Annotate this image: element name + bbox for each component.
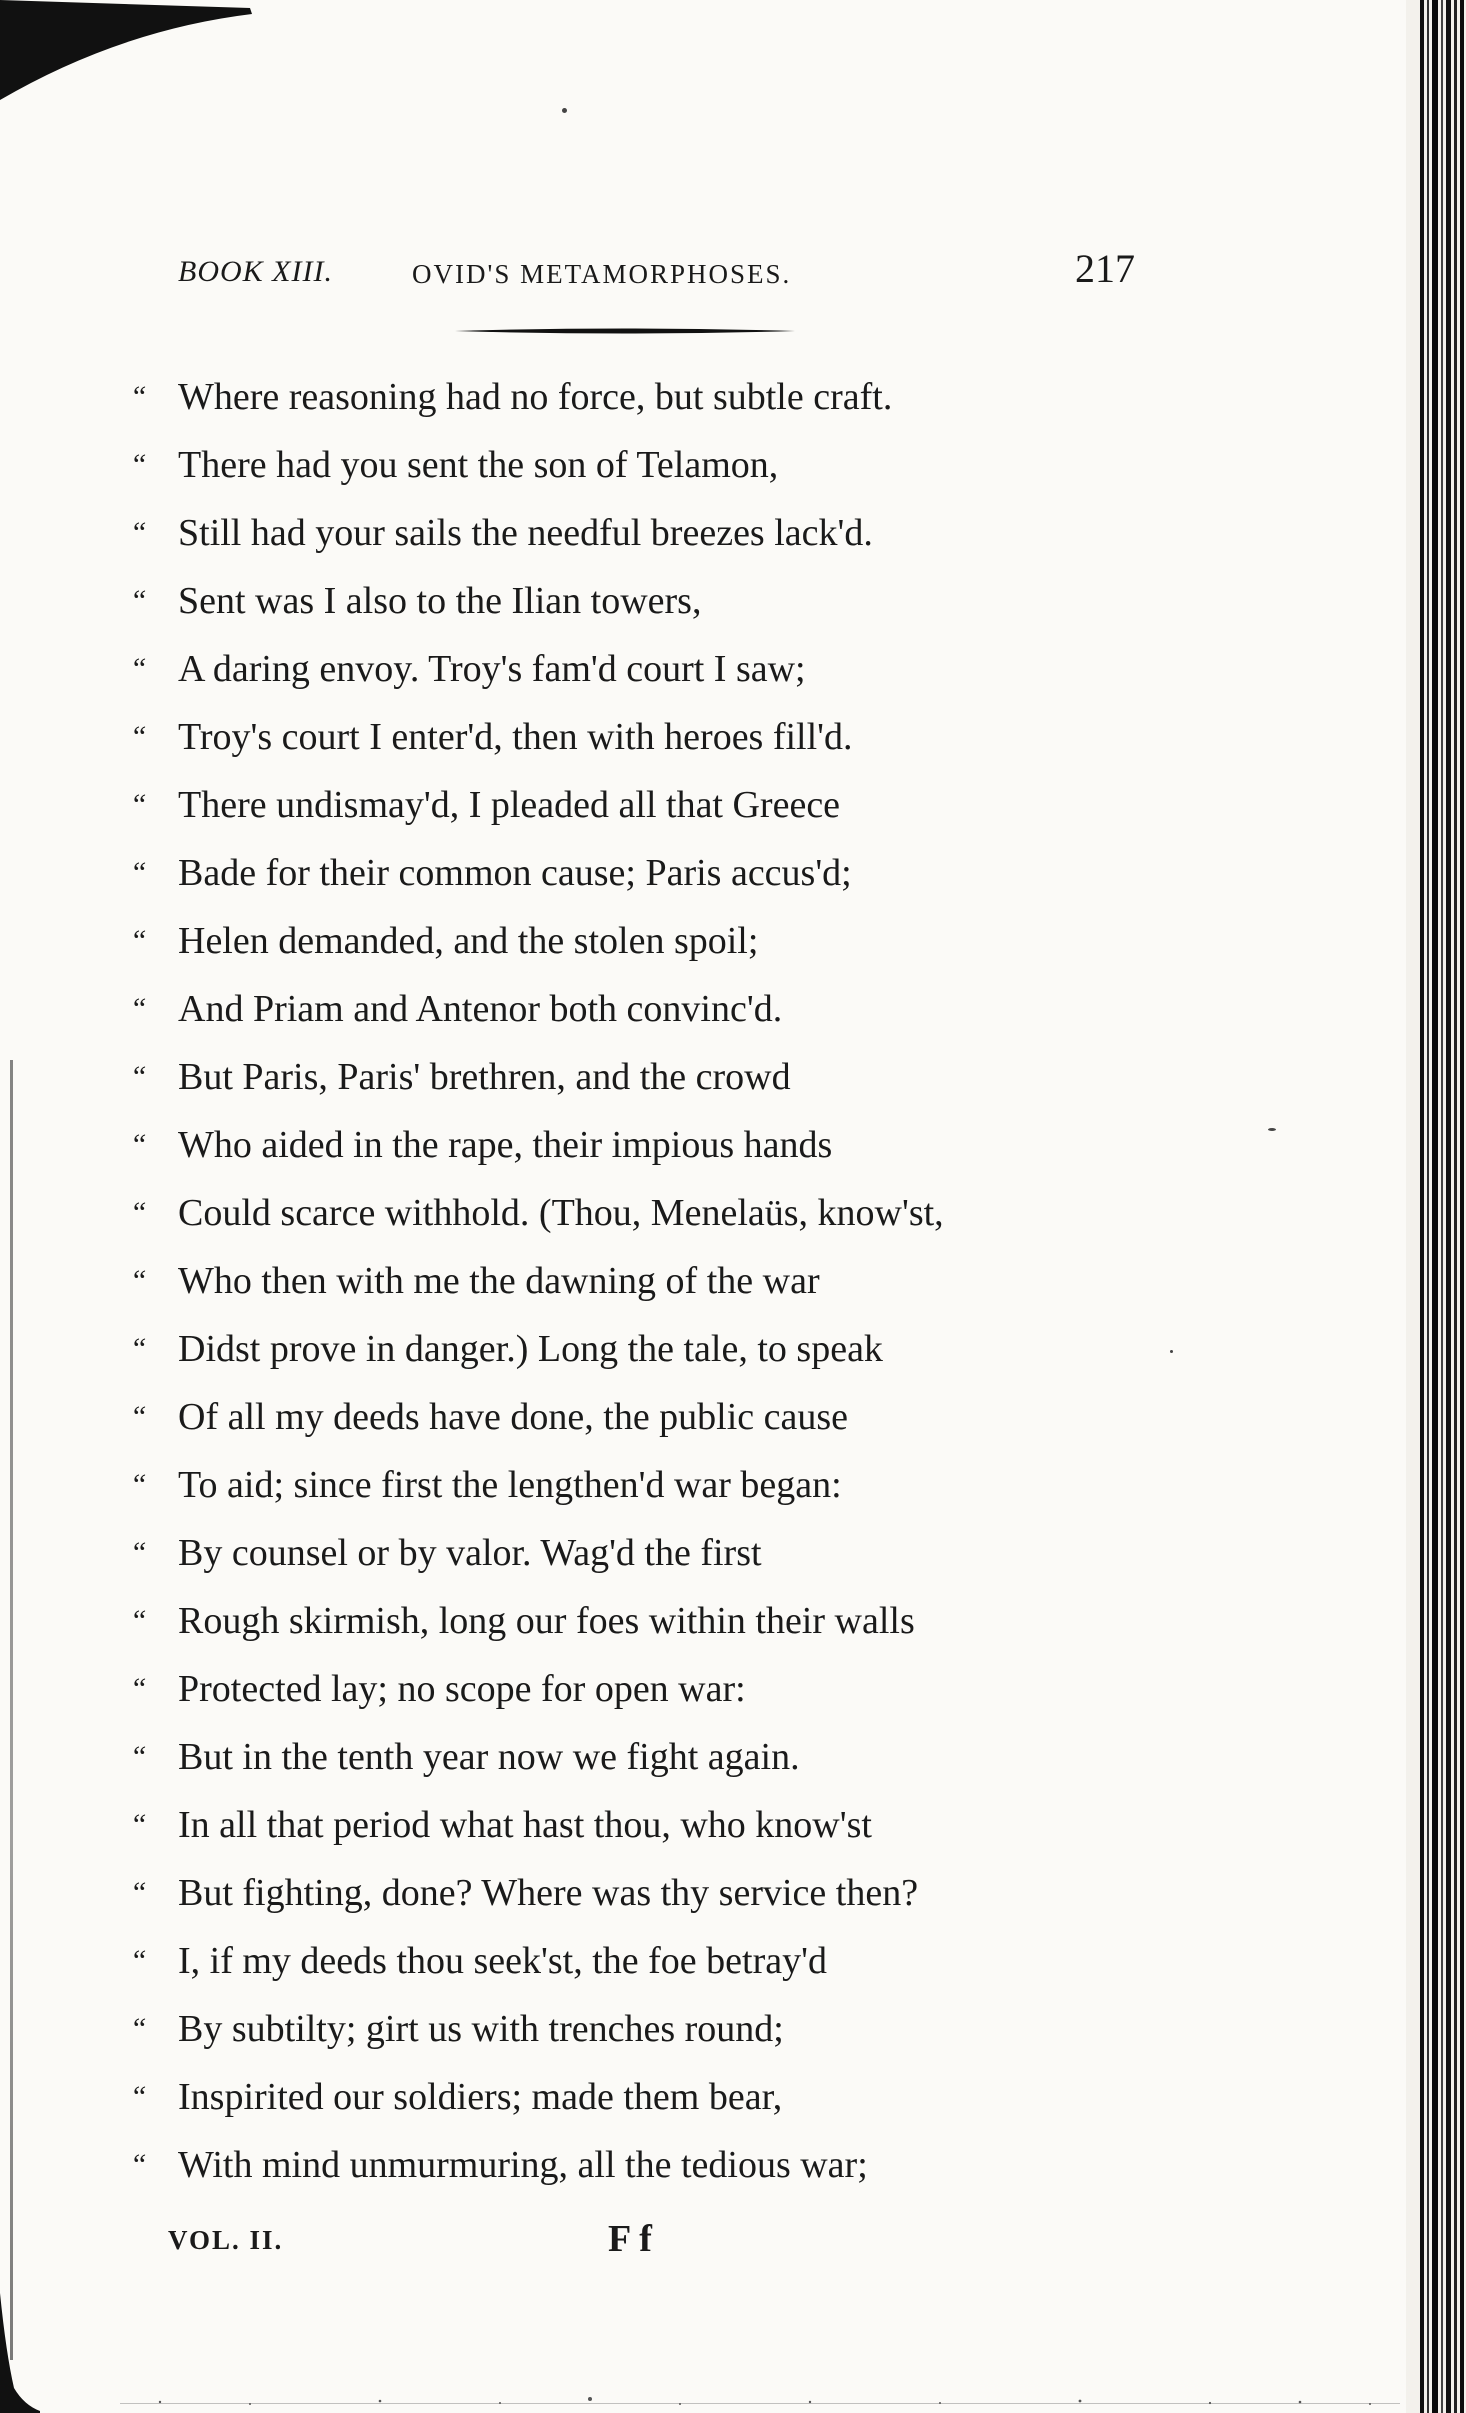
verse-line xyxy=(130,1995,1130,2063)
opening-quote-mark: “ xyxy=(130,1740,147,1773)
verse-line-text: Where reasoning had no force, but subtle craft. xyxy=(178,376,893,418)
verse-line xyxy=(130,1179,1130,1247)
verse-line-text: There had you sent the son of Telamon, xyxy=(178,444,779,486)
verse-line xyxy=(130,1723,1130,1791)
running-head-book: BOOK XIII. xyxy=(178,255,333,288)
verse-line xyxy=(130,2063,1130,2131)
opening-quote-mark: “ xyxy=(130,1128,147,1161)
ink-speck xyxy=(562,108,567,113)
verse-line-text: But fighting, done? Where was thy service then? xyxy=(178,1872,919,1914)
verse-line-text: Sent was I also to the Ilian towers, xyxy=(178,580,702,622)
verse-line xyxy=(130,1859,1130,1927)
verse-line-text: Rough skirmish, long our foes within their walls xyxy=(178,1600,915,1642)
verse-line xyxy=(130,1587,1130,1655)
opening-quote-mark: “ xyxy=(130,1944,147,1977)
opening-quote-mark: “ xyxy=(130,2012,147,2045)
verse-line xyxy=(130,1927,1130,1995)
verse-line xyxy=(130,1655,1130,1723)
opening-quote-mark: “ xyxy=(130,1536,147,1569)
opening-quote-mark: “ xyxy=(130,856,147,889)
verse-line xyxy=(130,2131,1130,2199)
verse-line xyxy=(130,1519,1130,1587)
verse-line-text: And Priam and Antenor both convinc'd. xyxy=(178,988,783,1030)
footer-volume: VOL. II. xyxy=(168,2225,284,2255)
verse-line xyxy=(130,839,1130,907)
verse-line xyxy=(130,1111,1130,1179)
verse-line-text: Troy's court I enter'd, then with heroes fill'd. xyxy=(178,716,853,758)
verse-line xyxy=(130,1247,1130,1315)
opening-quote-mark: “ xyxy=(130,720,147,753)
verse-line xyxy=(130,1315,1130,1383)
verse-block xyxy=(130,363,1130,2199)
opening-quote-mark: “ xyxy=(130,1808,147,1841)
verse-line-text: Still had your sails the needful breezes lack'd. xyxy=(178,512,873,554)
bottom-edge-specks xyxy=(120,2395,1400,2409)
verse-line-text: To aid; since first the lengthen'd war began: xyxy=(178,1464,842,1506)
verse-line xyxy=(130,1791,1130,1859)
verse-line xyxy=(130,635,1130,703)
ink-speck xyxy=(1268,1128,1276,1131)
verse-line-text: In all that period what hast thou, who know'st xyxy=(178,1804,872,1846)
verse-line xyxy=(130,1451,1130,1519)
opening-quote-mark: “ xyxy=(130,1876,147,1909)
verse-line-text: Didst prove in danger.) Long the tale, to speak xyxy=(178,1328,883,1370)
verse-line xyxy=(130,975,1130,1043)
page-footer xyxy=(0,2215,1466,2275)
opening-quote-mark: “ xyxy=(130,1604,147,1637)
opening-quote-mark: “ xyxy=(130,1264,147,1297)
opening-quote-mark: “ xyxy=(130,1060,147,1093)
verse-line xyxy=(130,499,1130,567)
opening-quote-mark: “ xyxy=(130,1332,147,1365)
opening-quote-mark: “ xyxy=(130,1196,147,1229)
opening-quote-mark: “ xyxy=(130,788,147,821)
corner-ink-mark xyxy=(0,0,260,110)
left-margin-shadow xyxy=(10,1060,13,2360)
verse-line-text: Bade for their common cause; Paris accus'd; xyxy=(178,852,852,894)
verse-line xyxy=(130,431,1130,499)
page-number: 217 xyxy=(1075,246,1135,291)
verse-line-text: A daring envoy. Troy's fam'd court I saw; xyxy=(178,648,806,690)
verse-line-text: With mind unmurmuring, all the tedious war; xyxy=(178,2144,868,2186)
verse-line-text: But in the tenth year now we fight again. xyxy=(178,1736,800,1778)
verse-line-text: Protected lay; no scope for open war: xyxy=(178,1668,746,1710)
running-header xyxy=(0,245,1466,305)
opening-quote-mark: “ xyxy=(130,652,147,685)
footer-signature-mark: F f xyxy=(608,2218,652,2260)
opening-quote-mark: “ xyxy=(130,2148,147,2181)
verse-line-text: But Paris, Paris' brethren, and the crowd xyxy=(178,1056,791,1098)
verse-line xyxy=(130,363,1130,431)
verse-line-text: Inspirited our soldiers; made them bear, xyxy=(178,2076,783,2118)
verse-line-text: Of all my deeds have done, the public cause xyxy=(178,1396,849,1438)
opening-quote-mark: “ xyxy=(130,1672,147,1705)
verse-line xyxy=(130,703,1130,771)
verse-line xyxy=(130,907,1130,975)
verse-line-text: I, if my deeds thou seek'st, the foe betray'd xyxy=(178,1940,827,1982)
verse-line-text: Who then with me the dawning of the war xyxy=(178,1260,820,1302)
verse-line-text: Could scarce withhold. (Thou, Menelaüs, know'st, xyxy=(178,1192,944,1234)
opening-quote-mark: “ xyxy=(130,1400,147,1433)
book-spine-edge xyxy=(1406,0,1466,2413)
opening-quote-mark: “ xyxy=(130,992,147,1025)
opening-quote-mark: “ xyxy=(130,1468,147,1501)
bottom-left-ink-mark xyxy=(0,2293,40,2413)
opening-quote-mark: “ xyxy=(130,516,147,549)
opening-quote-mark: “ xyxy=(130,380,147,413)
verse-line-text: Who aided in the rape, their impious hands xyxy=(178,1124,833,1166)
running-head-title: OVID'S METAMORPHOSES. xyxy=(412,259,792,289)
header-ornamental-rule xyxy=(455,327,795,335)
verse-line-text: By subtilty; girt us with trenches round; xyxy=(178,2008,784,2050)
opening-quote-mark: “ xyxy=(130,448,147,481)
opening-quote-mark: “ xyxy=(130,584,147,617)
verse-line xyxy=(130,567,1130,635)
verse-line xyxy=(130,771,1130,839)
verse-line xyxy=(130,1383,1130,1451)
ink-speck xyxy=(1170,1350,1173,1353)
verse-line-text: By counsel or by valor. Wag'd the first xyxy=(178,1532,762,1574)
opening-quote-mark: “ xyxy=(130,2080,147,2113)
verse-line-text: Helen demanded, and the stolen spoil; xyxy=(178,920,759,962)
opening-quote-mark: “ xyxy=(130,924,147,957)
verse-line-text: There undismay'd, I pleaded all that Greece xyxy=(178,784,841,826)
verse-line xyxy=(130,1043,1130,1111)
